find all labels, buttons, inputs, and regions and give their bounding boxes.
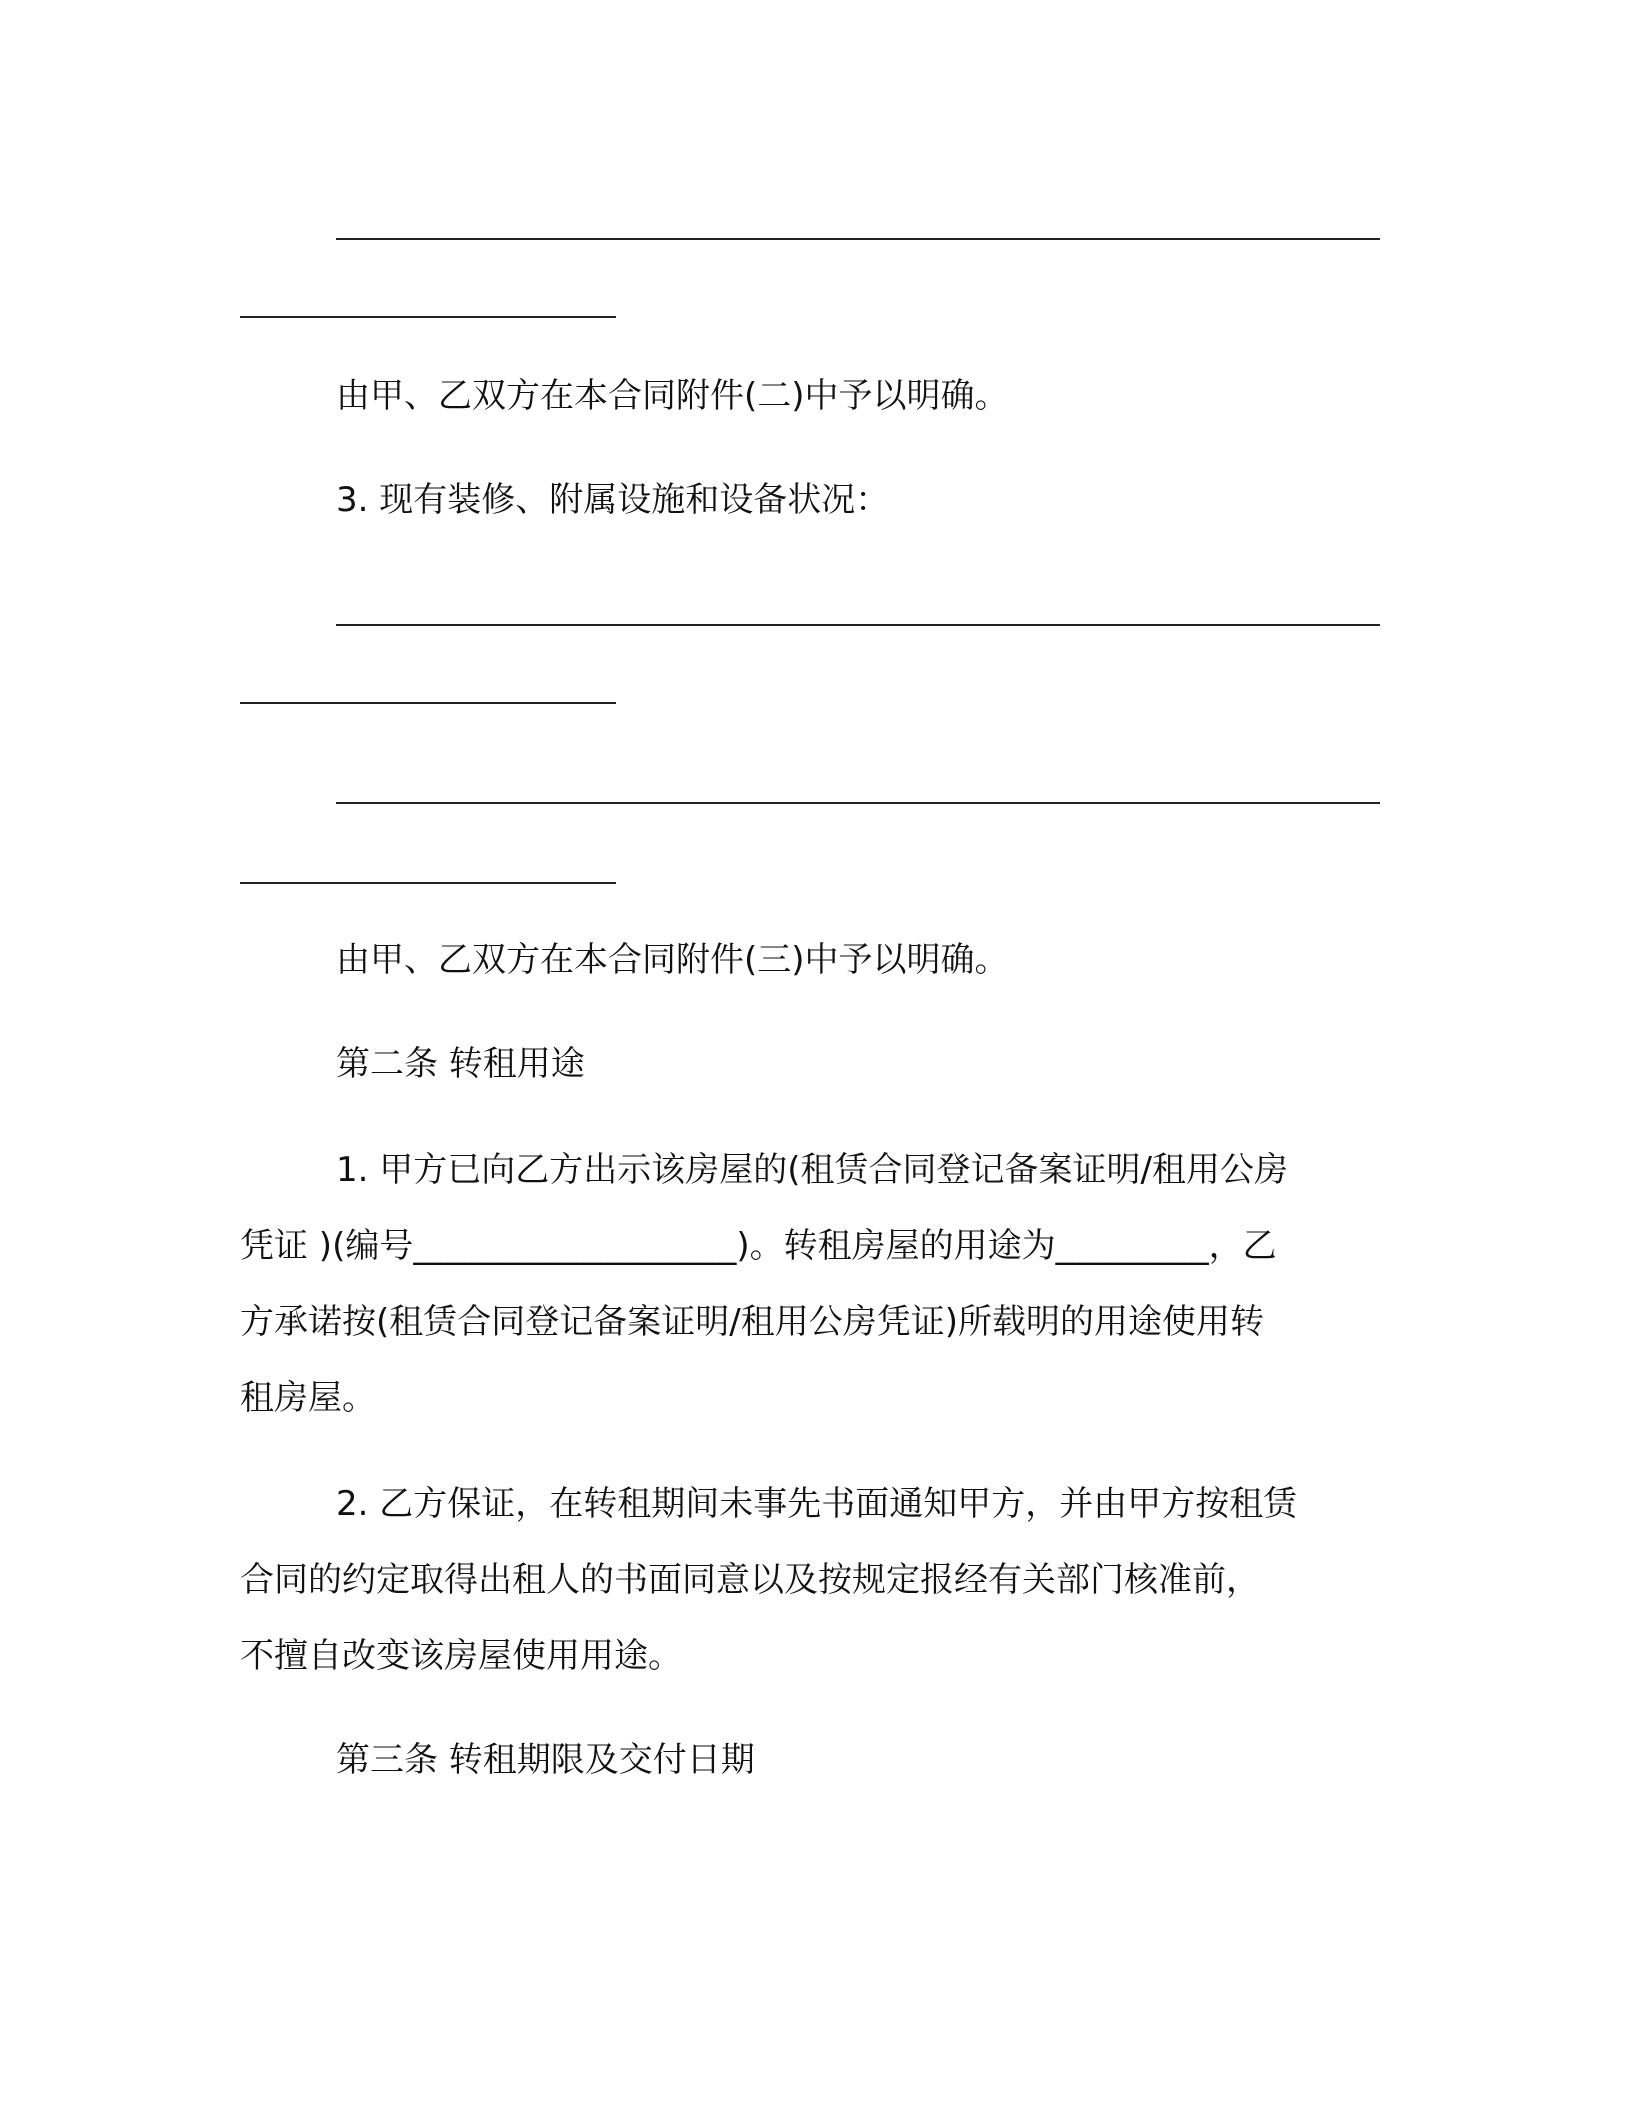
article-2-item-2-line-2: 合同的约定取得出租人的书面同意以及按规定报经有关部门核准前， [240, 1560, 1260, 1600]
article-3-title: 第三条 转租期限及交付日期 [336, 1740, 755, 1780]
article-2-item-1-line-4: 租房屋。 [240, 1378, 376, 1418]
blank-line-short-2 [240, 702, 616, 704]
blank-line-short-1 [240, 316, 616, 318]
paragraph-annex-2: 由甲、乙双方在本合同附件(二)中予以明确。 [336, 376, 1009, 416]
blank-line-long-2 [336, 624, 1380, 626]
article-2-item-1-line-2: 凭证 )(编号___________________)。转租房屋的用途为_________，乙 [240, 1226, 1277, 1266]
blank-line-short-3 [240, 882, 616, 884]
paragraph-annex-3: 由甲、乙双方在本合同附件(三)中予以明确。 [336, 940, 1009, 980]
article-2-item-1-line-3: 方承诺按(租赁合同登记备案证明/租用公房凭证)所载明的用途使用转 [240, 1302, 1264, 1342]
article-2-title: 第二条 转租用途 [336, 1044, 585, 1084]
article-2-item-1-line-1: 1. 甲方已向乙方出示该房屋的(租赁合同登记备案证明/租用公房 [336, 1150, 1288, 1190]
blank-line-long-1 [336, 238, 1380, 240]
blank-line-long-3 [336, 802, 1380, 804]
paragraph-item-3: 3. 现有装修、附属设施和设备状况： [336, 480, 890, 520]
article-2-item-2-line-1: 2. 乙方保证，在转租期间未事先书面通知甲方，并由甲方按租赁 [336, 1484, 1298, 1524]
article-2-item-2-line-3: 不擅自改变该房屋使用用途。 [240, 1636, 682, 1676]
